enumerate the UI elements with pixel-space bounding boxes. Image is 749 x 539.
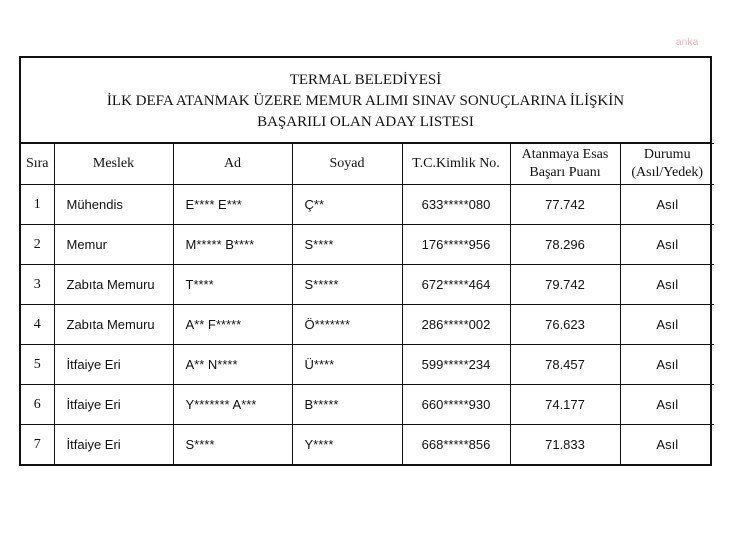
col-header-puan bbox=[510, 144, 620, 185]
cell-puan: 71.833 bbox=[510, 425, 620, 465]
col-header-durum-line1: Durumu bbox=[643, 147, 691, 162]
cell-durum: Asıl bbox=[620, 385, 714, 425]
cell-ad: A** N**** bbox=[173, 345, 292, 385]
results-table bbox=[21, 143, 714, 464]
cell-tc: 668*****856 bbox=[402, 425, 510, 465]
cell-sira: 5 bbox=[21, 345, 54, 385]
cell-soyad: S**** bbox=[292, 225, 402, 265]
col-header-sira: Sıra bbox=[21, 144, 54, 185]
cell-puan: 78.457 bbox=[510, 345, 620, 385]
results-document bbox=[19, 56, 712, 466]
col-header-tc: T.C.Kimlik No. bbox=[402, 144, 510, 185]
cell-sira: 7 bbox=[21, 425, 54, 465]
cell-ad: A** F***** bbox=[173, 305, 292, 345]
cell-tc: 176*****956 bbox=[402, 225, 510, 265]
table-body bbox=[21, 185, 714, 465]
cell-meslek: Memur bbox=[54, 225, 173, 265]
cell-tc: 286*****002 bbox=[402, 305, 510, 345]
header-line-2: İLK DEFA ATANMAK ÜZERE MEMUR ALIMI SINAV SONUÇLARINA İLİŞKİN bbox=[106, 93, 625, 109]
col-header-meslek: Meslek bbox=[54, 144, 173, 185]
cell-ad: M***** B**** bbox=[173, 225, 292, 265]
cell-soyad: Y**** bbox=[292, 425, 402, 465]
cell-ad: E**** E*** bbox=[173, 185, 292, 225]
cell-tc: 599*****234 bbox=[402, 345, 510, 385]
cell-tc: 660*****930 bbox=[402, 385, 510, 425]
table-row bbox=[21, 225, 714, 265]
table-row bbox=[21, 305, 714, 345]
col-header-durum bbox=[620, 144, 714, 185]
cell-meslek: İtfaiye Eri bbox=[54, 345, 173, 385]
cell-meslek: İtfaiye Eri bbox=[54, 385, 173, 425]
table-row bbox=[21, 425, 714, 465]
cell-soyad: S***** bbox=[292, 265, 402, 305]
cell-durum: Asıl bbox=[620, 185, 714, 225]
cell-durum: Asıl bbox=[620, 345, 714, 385]
cell-ad: S**** bbox=[173, 425, 292, 465]
col-header-ad: Ad bbox=[173, 144, 292, 185]
cell-sira: 1 bbox=[21, 185, 54, 225]
cell-ad: Y******* A*** bbox=[173, 385, 292, 425]
cell-soyad: Ü**** bbox=[292, 345, 402, 385]
cell-puan: 74.177 bbox=[510, 385, 620, 425]
cell-meslek: İtfaiye Eri bbox=[54, 425, 173, 465]
cell-durum: Asıl bbox=[620, 425, 714, 465]
col-header-durum-line2: (Asıl/Yedek) bbox=[631, 165, 704, 180]
table-row bbox=[21, 185, 714, 225]
cell-soyad: B***** bbox=[292, 385, 402, 425]
cell-ad: T**** bbox=[173, 265, 292, 305]
cell-durum: Asıl bbox=[620, 265, 714, 305]
document-header bbox=[21, 58, 710, 143]
cell-durum: Asıl bbox=[620, 225, 714, 265]
watermark-logo: anka bbox=[676, 37, 699, 48]
cell-puan: 78.296 bbox=[510, 225, 620, 265]
table-row bbox=[21, 385, 714, 425]
table-row bbox=[21, 345, 714, 385]
cell-puan: 79.742 bbox=[510, 265, 620, 305]
cell-durum: Asıl bbox=[620, 305, 714, 345]
header-line-1: TERMAL BELEDİYESİ bbox=[289, 72, 442, 88]
cell-soyad: Ç** bbox=[292, 185, 402, 225]
cell-sira: 2 bbox=[21, 225, 54, 265]
cell-sira: 4 bbox=[21, 305, 54, 345]
col-header-soyad: Soyad bbox=[292, 144, 402, 185]
cell-sira: 6 bbox=[21, 385, 54, 425]
cell-puan: 77.742 bbox=[510, 185, 620, 225]
col-header-puan-line2: Başarı Puanı bbox=[529, 165, 601, 180]
cell-tc: 633*****080 bbox=[402, 185, 510, 225]
cell-puan: 76.623 bbox=[510, 305, 620, 345]
cell-soyad: Ö******* bbox=[292, 305, 402, 345]
cell-meslek: Mühendis bbox=[54, 185, 173, 225]
header-line-3: BAŞARILI OLAN ADAY LISTESI bbox=[257, 114, 474, 130]
table-header-row bbox=[21, 144, 714, 185]
col-header-puan-line1: Atanmaya Esas bbox=[521, 147, 609, 162]
table-row bbox=[21, 265, 714, 305]
cell-meslek: Zabıta Memuru bbox=[54, 265, 173, 305]
cell-tc: 672*****464 bbox=[402, 265, 510, 305]
cell-sira: 3 bbox=[21, 265, 54, 305]
cell-meslek: Zabıta Memuru bbox=[54, 305, 173, 345]
